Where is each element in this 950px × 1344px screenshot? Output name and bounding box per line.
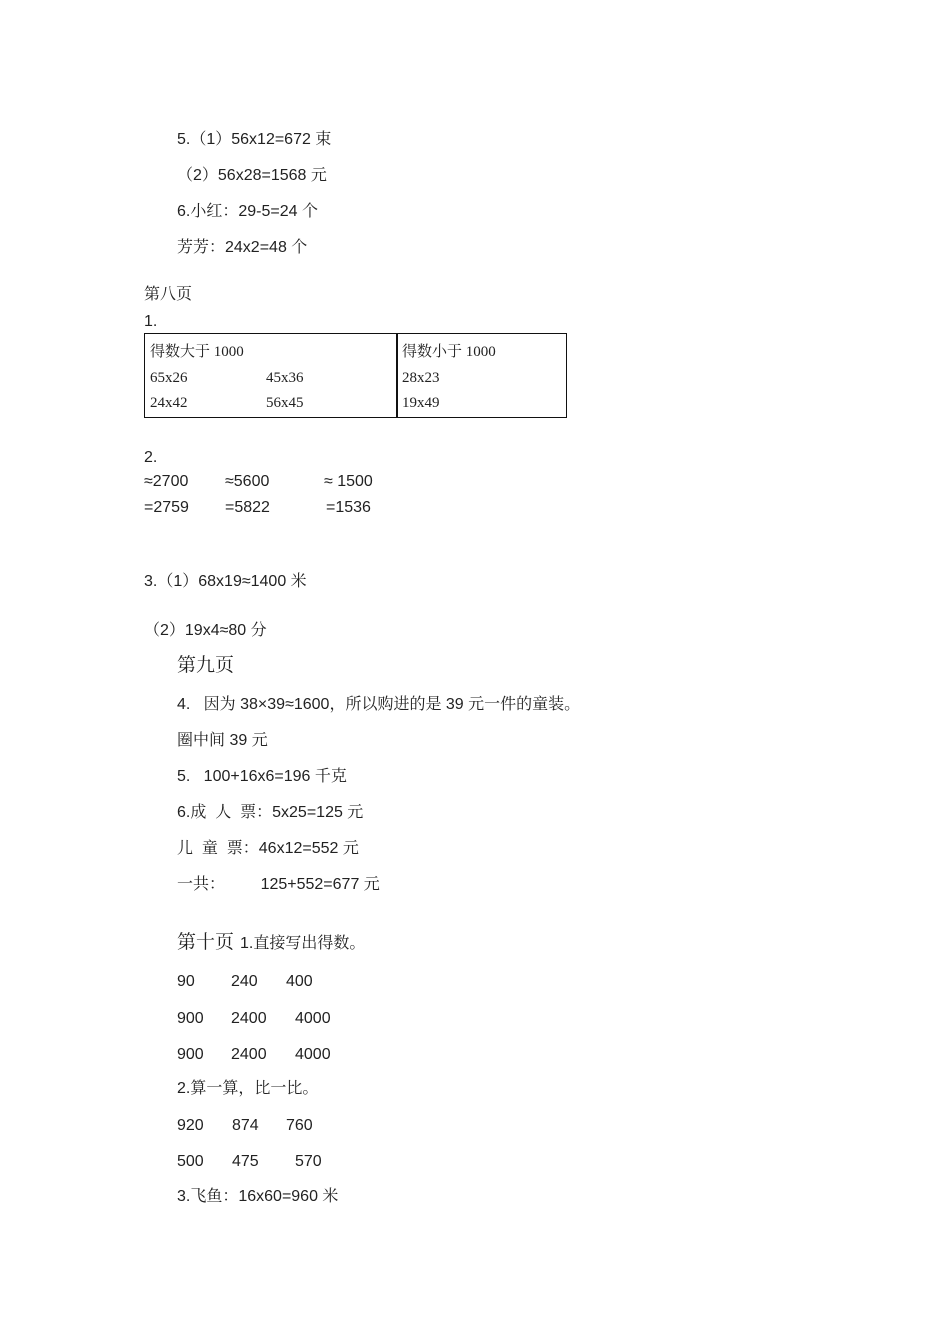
answer-value: 400 (286, 973, 313, 990)
answer-value: 90 (177, 973, 195, 990)
p9-q5: 5. 100+16x6=196 千克 (177, 768, 347, 785)
answer-value: 240 (231, 973, 258, 990)
table-left-header: 得数大于 1000 (150, 344, 244, 360)
p9-q6-1: 6.成 人 票：5x25=125 元 (177, 804, 364, 821)
table-divider (396, 334, 398, 417)
table-cell: 56x45 (266, 395, 304, 411)
table-cell: 65x26 (150, 370, 188, 386)
answer-value: 500 (177, 1153, 204, 1170)
estimate-value: ≈2700 (144, 473, 189, 490)
estimate-value: ≈ 1500 (324, 473, 373, 490)
p8-answer-table (144, 333, 567, 418)
answer-value: 900 (177, 1046, 204, 1063)
exact-value: =1536 (326, 499, 371, 516)
p10-q1-title: 1.直接写出得数。 (240, 935, 366, 952)
p7-q6-1: 6.小红：29-5=24 个 (177, 203, 318, 220)
estimate-value: ≈5600 (225, 473, 270, 490)
table-cell: 19x49 (402, 395, 440, 411)
table-cell: 45x36 (266, 370, 304, 386)
answer-value: 874 (232, 1117, 259, 1134)
answer-value: 2400 (231, 1046, 267, 1063)
p7-q5-1: 5.（1）56x12=672 束 (177, 131, 332, 148)
p8-q1-label: 1. (144, 313, 158, 330)
answer-value: 2400 (231, 1010, 267, 1027)
p9-q6-3: 一共： 125+552=677 元 (177, 876, 380, 893)
page-nine-heading: 第九页 (177, 655, 235, 676)
answer-value: 920 (177, 1117, 204, 1134)
answer-value: 4000 (295, 1046, 331, 1063)
p10-q3: 3.飞鱼：16x60=960 米 (177, 1188, 339, 1205)
answer-value: 900 (177, 1010, 204, 1027)
table-cell: 24x42 (150, 395, 188, 411)
page-eight-heading: 第八页 (144, 286, 193, 303)
p9-q6-2: 儿 童 票：46x12=552 元 (177, 840, 359, 857)
p9-q4: 4. 因为 38×39≈1600，所以购进的是 39 元一件的童装。 (177, 696, 581, 713)
exact-value: =2759 (144, 499, 189, 516)
p7-q5-2: （2）56x28=1568 元 (177, 167, 327, 184)
answer-value: 760 (286, 1117, 313, 1134)
p10-q2-title: 2.算一算，比一比。 (177, 1080, 319, 1097)
table-right-header: 得数小于 1000 (402, 344, 496, 360)
answer-value: 4000 (295, 1010, 331, 1027)
p7-q6-2: 芳芳：24x2=48 个 (177, 239, 308, 256)
page-ten-heading: 第十页 (177, 932, 235, 953)
exact-value: =5822 (225, 499, 270, 516)
answer-value: 475 (232, 1153, 259, 1170)
answer-value: 570 (295, 1153, 322, 1170)
p9-q4-b: 圈中间 39 元 (177, 732, 268, 749)
p8-q3-1: 3.（1）68x19≈1400 米 (144, 573, 307, 590)
table-cell: 28x23 (402, 370, 440, 386)
p8-q2-label: 2. (144, 449, 158, 466)
p8-q3-2: （2）19x4≈80 分 (144, 622, 267, 639)
